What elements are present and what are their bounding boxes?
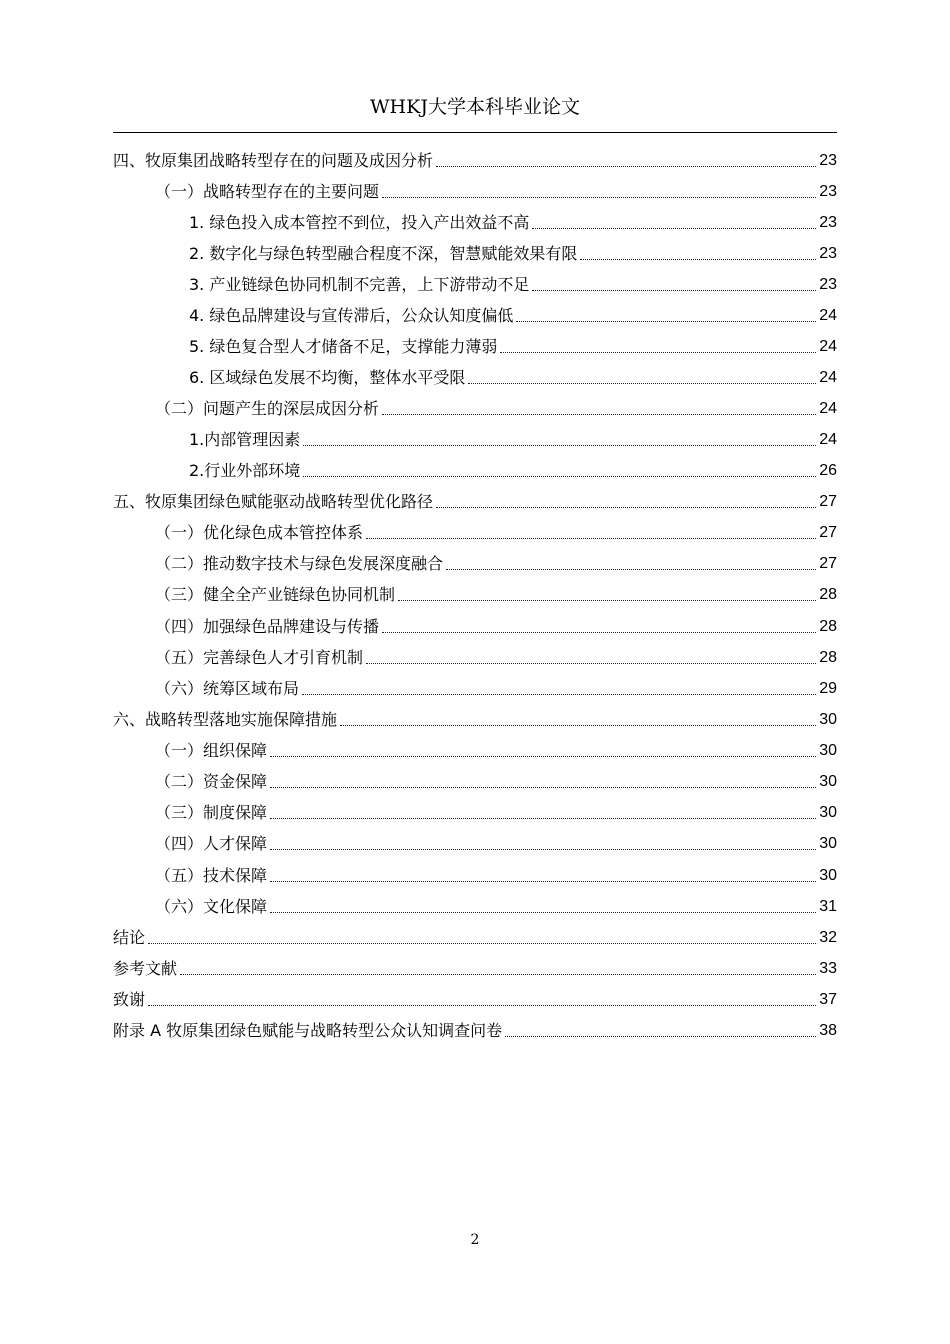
toc-leader-dots [270,787,816,788]
toc-page-number: 23 [819,276,837,293]
toc-entry-label: 1. 绿色投入成本管控不到位，投入产出效益不高 [189,213,530,232]
toc-page-number: 30 [819,835,837,852]
toc-page-number: 24 [819,431,837,448]
toc-page-number: 31 [819,898,837,915]
toc-entry-label: 6. 区域绿色发展不均衡，整体水平受限 [189,368,466,387]
toc-entry-label: 1.内部管理因素 [189,430,301,449]
toc-leader-dots [270,912,816,913]
toc-entry[interactable] [189,305,837,327]
toc-leader-dots [270,881,816,882]
toc-entry[interactable] [189,460,837,482]
toc-entry-label: （二）问题产生的深层成因分析 [155,399,380,418]
toc-page-number: 24 [819,307,837,324]
toc-leader-dots [148,1005,816,1006]
toc-entry-label: 致谢 [113,990,146,1009]
toc-page-number: 37 [819,991,837,1008]
toc-entry-label: （三）制度保障 [155,803,268,822]
toc-entry[interactable] [155,522,837,544]
toc-page-number: 24 [819,338,837,355]
toc-entry[interactable] [113,150,837,172]
toc-entry-label: 参考文献 [113,959,178,978]
toc-entry-label: （一）优化绿色成本管控体系 [155,523,364,542]
toc-entry-label: 5. 绿色复合型人才储备不足，支撑能力薄弱 [189,337,498,356]
toc-entry[interactable] [155,553,837,575]
toc-leader-dots [302,694,816,695]
toc-entry-label: （二）推动数字技术与绿色发展深度融合 [155,554,444,573]
toc-leader-dots [398,600,816,601]
toc-page-number: 32 [819,929,837,946]
toc-leader-dots [270,818,816,819]
toc-entry[interactable] [189,336,837,358]
toc-entry-label: 2. 数字化与绿色转型融合程度不深，智慧赋能效果有限 [189,244,578,263]
toc-entry[interactable] [189,212,837,234]
toc-entry[interactable] [155,833,837,855]
toc-leader-dots [436,166,816,167]
toc-entry[interactable] [155,865,837,887]
toc-entry[interactable] [155,398,837,420]
toc-entry-label: 四、牧原集团战略转型存在的问题及成因分析 [113,151,434,170]
toc-entry[interactable] [113,1020,837,1042]
toc-leader-dots [516,321,816,322]
toc-entry-label: （二）资金保障 [155,772,268,791]
toc-page-number: 27 [819,524,837,541]
toc-entry[interactable] [155,616,837,638]
toc-entry[interactable] [155,896,837,918]
toc-leader-dots [382,197,816,198]
toc-entry-label: （五）技术保障 [155,866,268,885]
toc-page-number: 28 [819,649,837,666]
toc-page-number: 30 [819,867,837,884]
toc-leader-dots [270,849,816,850]
toc-entry-label: 2.行业外部环境 [189,461,301,480]
toc-page-number: 33 [819,960,837,977]
toc-leader-dots [500,352,816,353]
toc-leader-dots [366,663,816,664]
toc-page-number: 30 [819,742,837,759]
toc-entry-label: 3. 产业链绿色协同机制不完善，上下游带动不足 [189,275,530,294]
toc-leader-dots [303,476,816,477]
toc-entry-label: （一）战略转型存在的主要问题 [155,182,380,201]
toc-page-number: 23 [819,214,837,231]
toc-leader-dots [270,756,816,757]
toc-entry[interactable] [113,491,837,513]
toc-entry-label: （三）健全全产业链绿色协同机制 [155,585,396,604]
toc-leader-dots [532,290,816,291]
toc-leader-dots [468,383,816,384]
toc-entry[interactable] [155,740,837,762]
toc-page-number: 24 [819,400,837,417]
toc-entry-label: 结论 [113,928,146,947]
footer-page-number: 2 [470,1232,480,1248]
toc-page-number: 24 [819,369,837,386]
toc-entry[interactable] [155,584,837,606]
toc-entry[interactable] [113,989,837,1011]
toc-entry-label: （五）完善绿色人才引育机制 [155,648,364,667]
toc-entry[interactable] [189,274,837,296]
toc-leader-dots [505,1036,816,1037]
toc-entry[interactable] [113,709,837,731]
toc-entry[interactable] [189,243,837,265]
toc-leader-dots [446,569,816,570]
toc-leader-dots [340,725,816,726]
toc-page-number: 27 [819,493,837,510]
toc-leader-dots [180,974,816,975]
toc-leader-dots [580,259,816,260]
toc-entry-label: 五、牧原集团绿色赋能驱动战略转型优化路径 [113,492,434,511]
toc-entry[interactable] [189,367,837,389]
toc-page-number: 38 [819,1022,837,1039]
toc-page-number: 30 [819,804,837,821]
toc-page-number: 23 [819,152,837,169]
toc-leader-dots [303,445,816,446]
toc-entry[interactable] [113,958,837,980]
toc-entry[interactable] [155,678,837,700]
toc-leader-dots [382,414,816,415]
toc-page-number: 23 [819,245,837,262]
toc-entry-label: （四）人才保障 [155,834,268,853]
toc-page-number: 29 [819,680,837,697]
toc-entry-label: 4. 绿色品牌建设与宣传滞后，公众认知度偏低 [189,306,514,325]
toc-leader-dots [532,228,816,229]
toc-entry[interactable] [155,647,837,669]
toc-entry[interactable] [155,802,837,824]
toc-page-number: 28 [819,586,837,603]
toc-page-number: 27 [819,555,837,572]
toc-leader-dots [382,632,816,633]
toc-page-number: 23 [819,183,837,200]
toc-entry[interactable] [189,429,837,451]
toc-page-number: 26 [819,462,837,479]
toc-leader-dots [148,943,816,944]
toc-entry[interactable] [113,927,837,949]
toc-entry-label: （四）加强绿色品牌建设与传播 [155,617,380,636]
toc-entry-label: （一）组织保障 [155,741,268,760]
toc-entry[interactable] [155,181,837,203]
toc-page-number: 30 [819,711,837,728]
toc-leader-dots [366,538,816,539]
toc-entry[interactable] [155,771,837,793]
toc-entry-label: （六）文化保障 [155,897,268,916]
page-header-title: WHKJ大学本科毕业论文 [370,96,580,118]
toc-entry-label: （六）统筹区域布局 [155,679,300,698]
toc-page-number: 30 [819,773,837,790]
toc-page-number: 28 [819,618,837,635]
toc-leader-dots [436,507,816,508]
toc-entry-label: 附录 A 牧原集团绿色赋能与战略转型公众认知调查问卷 [113,1021,503,1040]
toc-entry-label: 六、战略转型落地实施保障措施 [113,710,338,729]
